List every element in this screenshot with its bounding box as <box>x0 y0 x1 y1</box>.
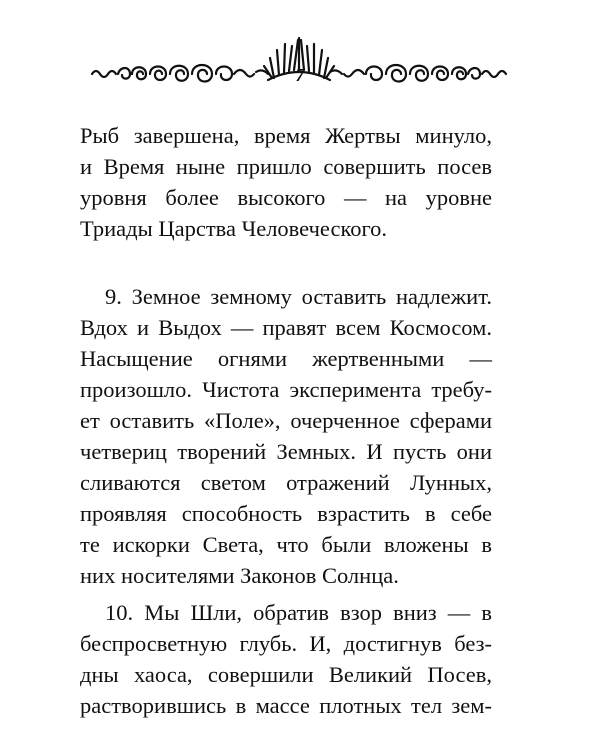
text-line: Насыщение огнями жертвенными — <box>80 346 492 371</box>
paragraph <box>80 597 492 721</box>
text-line: 10. Мы Шли, обратив взор вниз — в <box>105 600 492 625</box>
text-line: те искорки Света, что были вложены в <box>80 532 492 557</box>
text-line: Вдох и Выдох — правят всем Космосом. <box>80 315 492 340</box>
text-line: Триады Царства Человеческого. <box>80 216 388 241</box>
text-line: четвериц творений Земных. И пусть они <box>80 439 492 464</box>
text-line: Рыб завершена, время Жертвы минуло, <box>80 123 492 148</box>
text-line: растворившись в массе плотных тел зем- <box>80 693 492 718</box>
text-line: ет оставить «Поле», очерченное сферами <box>80 408 492 433</box>
text-line: них носителями Законов Солнца. <box>80 563 399 588</box>
text-line: и Время ныне пришло совершить посев <box>80 154 492 179</box>
text-line: сливаются светом отражений Лунных, <box>80 470 492 495</box>
paragraph <box>80 281 492 591</box>
text-line: произошло. Чистота эксперимента требу- <box>80 377 492 402</box>
text-line: дны хаоса, совершили Великий Посев, <box>80 662 492 687</box>
text-line: 9. Земное земному оставить надлежит. <box>105 284 492 309</box>
text-line: уровня более высокого — на уровне <box>80 185 492 210</box>
text-line: проявляя способность взрастить в себе <box>80 501 492 526</box>
paragraph <box>80 120 492 244</box>
text-line: беспросветную глубь. И, достигнув без- <box>80 631 492 656</box>
page-number: 7 <box>295 65 305 85</box>
